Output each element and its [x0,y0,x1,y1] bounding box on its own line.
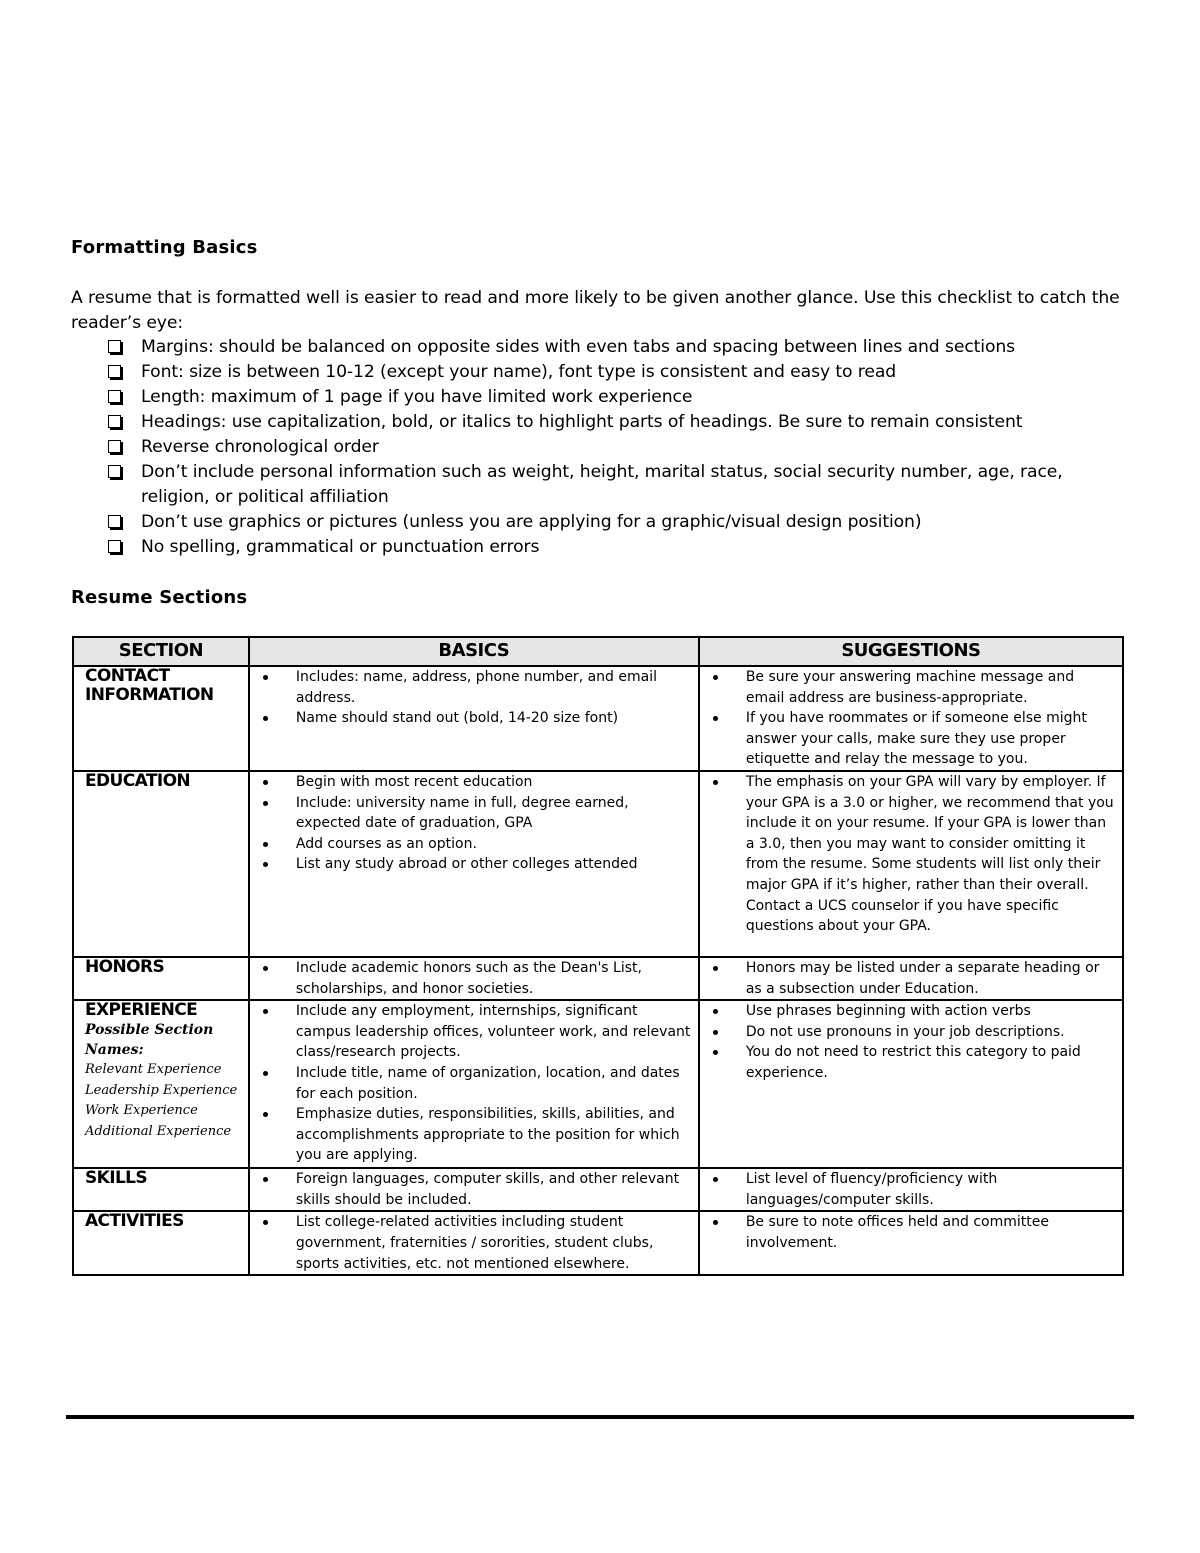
basics-cell [249,666,699,771]
list-item: Include title, name of organization, location, and dates for each position. [250,1063,692,1104]
list-item: Include academic honors such as the Dean's List, scholarships, and honor societies. [250,958,692,999]
checklist-item-text: Don’t use graphics or pictures (unless you are applying for a graphic/visual design position) [141,512,922,532]
section-name: EDUCATION [85,770,191,791]
table-row [73,957,1123,1000]
checklist-item [106,335,1106,360]
suggestions-cell [699,1211,1123,1275]
checklist-item-text: Don’t include personal information such as weight, height, marital status, social security number, age, race, religion, or political affiliation [141,462,1063,507]
section-name: HONORS [85,956,165,977]
checkbox-icon [108,540,121,553]
alternate-section-name: Relevant Experience [85,1062,222,1078]
checkbox-icon [108,390,121,403]
list-item: You do not need to restrict this category to paid experience. [700,1042,1116,1083]
checkbox-icon [108,515,121,528]
resume-sections-heading: Resume Sections [71,587,248,608]
suggestions-cell [699,1168,1123,1211]
checkbox-icon [108,465,121,478]
list-item: Foreign languages, computer skills, and other relevant skills should be included. [250,1169,692,1210]
checklist-item [106,460,1106,510]
checklist-item [106,410,1106,435]
list-item: The emphasis on your GPA will vary by employer. If your GPA is a 3.0 or higher, we recommend that you include it on your resume. If your GPA is lower than a 3.0, then you may want to consider omitting it from the resume. Some students will list only their major GPA if it’s higher, rather than their overall. Contact a UCS counselor if you have specific questions about your GPA. [700,772,1116,937]
list-item: Add courses as an option. [250,834,692,855]
list-item: Includes: name, address, phone number, and email address. [250,667,692,708]
suggestions-cell [699,1000,1123,1168]
checkbox-icon [108,440,121,453]
section-cell [73,1000,249,1168]
alternate-section-name: Leadership Experience [85,1082,238,1098]
list-item: Be sure your answering machine message and email address are business-appropriate. [700,667,1116,708]
section-name: SKILLS [85,1168,148,1189]
table-row [73,1000,1123,1168]
checklist-item-text: Font: size is between 10-12 (except your name), font type is consistent and easy to read [141,362,897,382]
table-row [73,666,1123,771]
list-item: Use phrases beginning with action verbs [700,1001,1116,1022]
checklist-item [106,385,1106,410]
formatting-basics-heading: Formatting Basics [71,237,258,258]
list-item: Include: university name in full, degree earned, expected date of graduation, GPA [250,793,692,834]
basics-cell [249,1000,699,1168]
suggestions-cell [699,957,1123,1000]
checkbox-icon [108,365,121,378]
list-item: Name should stand out (bold, 14-20 size font) [250,708,692,729]
checklist-item [106,435,1106,460]
section-cell [73,1168,249,1211]
list-item: Honors may be listed under a separate heading or as a subsection under Education. [700,958,1116,999]
checklist-item [106,535,1106,560]
list-item: List college-related activities including student government, fraternities / sororities, student clubs, sports activities, etc. not mentioned elsewhere. [250,1212,692,1274]
list-item: List any study abroad or other colleges attended [250,854,692,875]
basics-cell [249,957,699,1000]
section-cell [73,771,249,957]
column-header-basics: BASICS [249,637,699,666]
suggestions-cell [699,666,1123,771]
table-row [73,771,1123,957]
list-item: Do not use pronouns in your job descriptions. [700,1022,1116,1043]
checkbox-icon [108,340,121,353]
basics-cell [249,1168,699,1211]
column-header-section: SECTION [73,637,249,666]
section-cell [73,666,249,771]
formatting-intro-paragraph: A resume that is formatted well is easier to read and more likely to be given another glance. Use this checklist to catch the reader’s eye: [71,288,1120,333]
section-name: EXPERIENCE [85,1000,198,1021]
checklist-item-text: Margins: should be balanced on opposite sides with even tabs and spacing between lines and sections [141,337,1016,357]
list-item: If you have roommates or if someone else might answer your calls, make sure they use proper etiquette and relay the message to you. [700,708,1116,770]
section-name: CONTACT INFORMATION [85,666,214,705]
table-header-row [73,637,1123,666]
checklist-item-text: No spelling, grammatical or punctuation errors [141,537,540,557]
alternate-section-name: Work Experience [85,1103,198,1119]
suggestions-cell [699,771,1123,957]
section-cell [73,957,249,1000]
list-item: Begin with most recent education [250,772,692,793]
checklist-item [106,360,1106,385]
table-row [73,1168,1123,1211]
list-item: Be sure to note offices held and committee involvement. [700,1212,1116,1253]
possible-section-names-label: Possible Section Names: [85,1022,214,1059]
alternate-section-name: Additional Experience [85,1123,232,1139]
resume-sections-table [72,636,1124,1276]
basics-cell [249,771,699,957]
section-name: ACTIVITIES [85,1211,184,1232]
list-item: List level of fluency/proficiency with languages/computer skills. [700,1169,1116,1210]
checklist-item [106,510,1106,535]
checklist-item-text: Reverse chronological order [141,437,379,457]
table-row [73,1211,1123,1275]
checklist-item-text: Length: maximum of 1 page if you have limited work experience [141,387,693,407]
footer-divider [66,1415,1134,1419]
column-header-suggestions: SUGGESTIONS [699,637,1123,666]
checklist-item-text: Headings: use capitalization, bold, or italics to highlight parts of headings. Be sure to remain consistent [141,412,1023,432]
formatting-checklist [106,335,1106,560]
section-cell [73,1211,249,1275]
list-item: Emphasize duties, responsibilities, skills, abilities, and accomplishments appropriate to the position for which you are applying. [250,1104,692,1166]
basics-cell [249,1211,699,1275]
checkbox-icon [108,415,121,428]
list-item: Include any employment, internships, significant campus leadership offices, volunteer work, and relevant class/research projects. [250,1001,692,1063]
